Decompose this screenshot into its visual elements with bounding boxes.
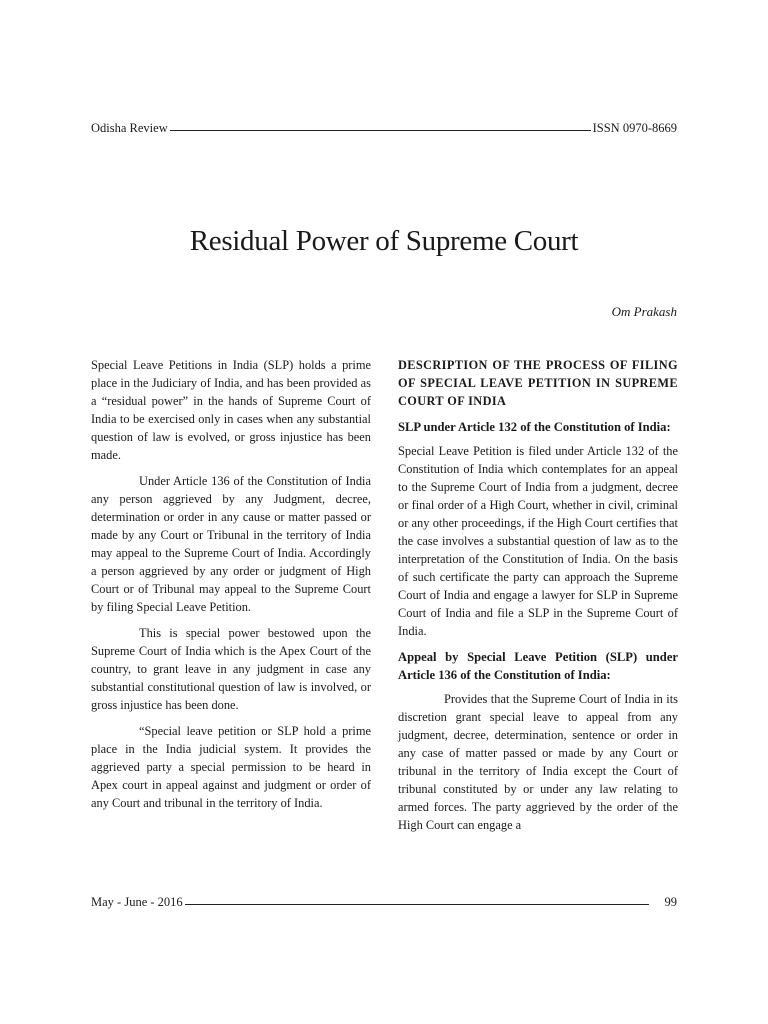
subheading-article-132: SLP under Article 132 of the Constitution of India:: [398, 420, 671, 434]
header-rule: [170, 130, 591, 131]
right-column: [398, 356, 678, 842]
article-title: Residual Power of Supreme Court: [189, 225, 579, 257]
journal-name: Odisha Review: [91, 120, 168, 135]
paragraph: “Special leave petition or SLP hold a prime place in the India judicial system. It provides the aggrieved party a special permission to be heard in Apex court in appeal against and judgment or order of any Court and tribunal in the territory of India.: [91, 724, 371, 810]
running-header: [91, 116, 677, 134]
paragraph: Under Article 136 of the Constitution of India any person aggrieved by any Judgment, decree, determination or order in any cause or matter passed or made by any Court or Tribunal in the territory of India may appeal to the Supreme Court of India. Accordingly a person aggrieved by any order or judgment of High Court or of Tribunal may appeal to the Supreme Court by filing Special Leave Petition.: [91, 474, 371, 614]
subheading-article-136: Appeal by Special Leave Petition (SLP) under Article 136 of the Constitution of India:: [398, 650, 678, 682]
footer-rule: [185, 904, 649, 905]
left-column: [91, 356, 371, 820]
author-name: Om Prakash: [611, 304, 677, 319]
paragraph: Special Leave Petitions in India (SLP) holds a prime place in the Judiciary of India, and has been provided as a “residual power” in the hands of Supreme Court of India to be exercised only in cases when any substantial question of law is evolved, or gross injustice has been made.: [91, 358, 371, 462]
page-number: 99: [664, 894, 677, 909]
issn-number: ISSN 0970-8669: [592, 120, 677, 135]
section-heading: DESCRIPTION OF THE PROCESS OF FILING OF SPECIAL LEAVE PETITION IN SUPREME COURT OF INDIA: [398, 358, 678, 408]
issue-date: May - June - 2016: [91, 894, 183, 909]
paragraph: Special Leave Petition is filed under Article 132 of the Constitution of India which contemplates for an appeal to the Supreme Court of India from a judgment, decree or final order of a High Court, whether in civil, criminal or any other proceedings, if the High Court certifies that the case involves a substantial question of law as to the interpretation of the Constitution of India. On the basis of such certificate the party can approach the Supreme Court of India and engage a lawyer for SLP in Supreme Court of India and file a SLP in the Supreme Court of India.: [398, 444, 678, 638]
running-footer: [91, 890, 677, 908]
paragraph: This is special power bestowed upon the Supreme Court of India which is the Apex Court of the country, to grant leave in any judgment in case any substantial constitutional question of law is involved, or gross injustice has been done.: [91, 626, 371, 712]
paragraph: Provides that the Supreme Court of India in its discretion grant special leave to appeal from any judgment, decree, determination, sentence or order in any case of matter passed or made by any Court or tribunal in the territory of India except the Court of tribunal constituted by or under any law relating to armed forces. The party aggrieved by the order of the High Court can engage a: [398, 692, 678, 832]
